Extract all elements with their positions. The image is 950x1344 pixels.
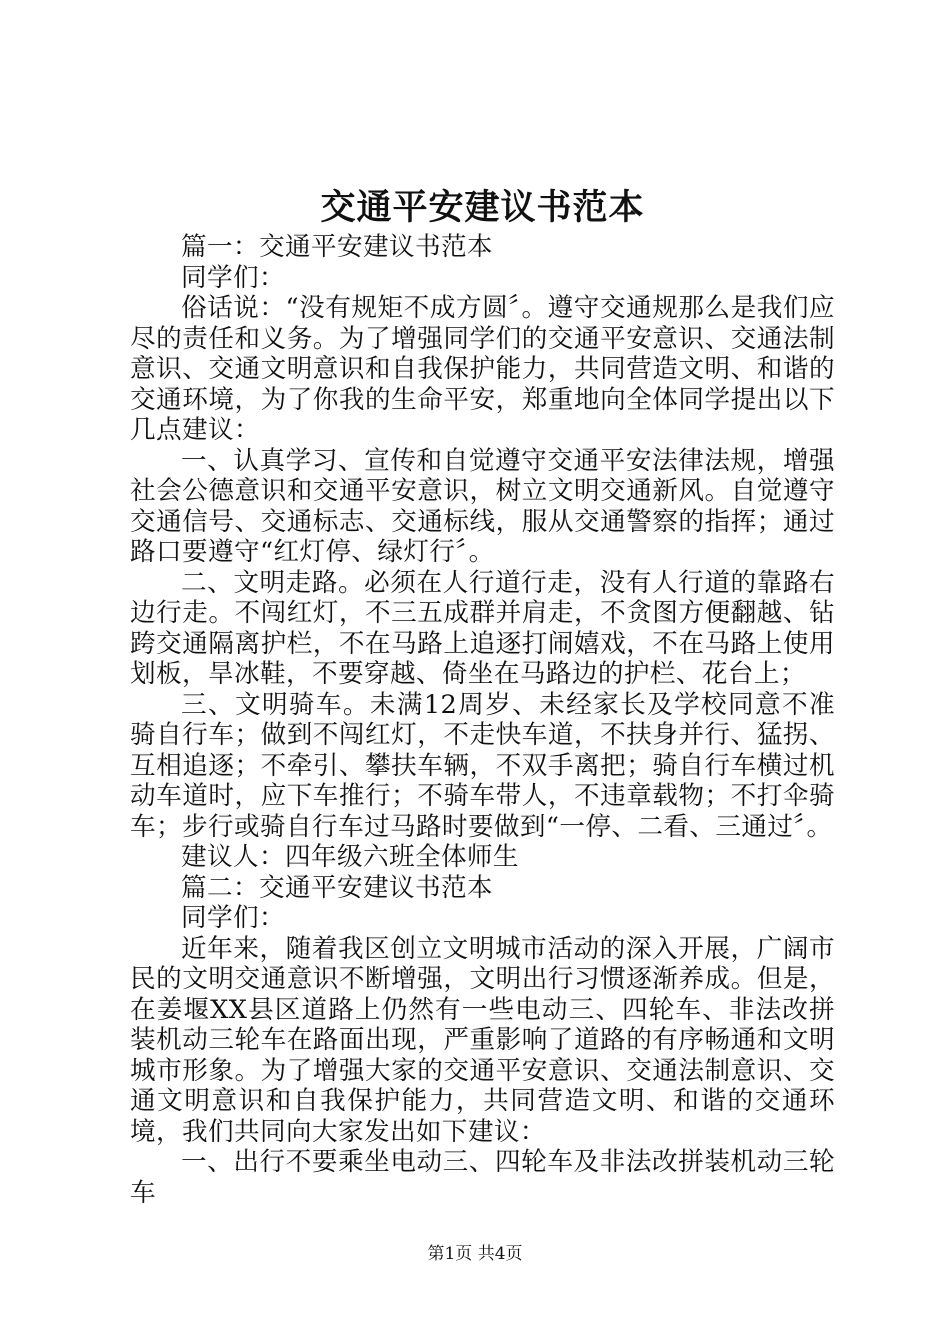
paragraph: 同学们：: [181, 903, 285, 933]
paragraph: 建议人：四年级六班全体师生: [181, 842, 519, 872]
document-title: 交通平安建议书范本: [320, 187, 645, 228]
page-number-footer: 第1页 共4页: [427, 1244, 523, 1264]
document-body: [130, 232, 835, 1208]
paragraph: 同学们：: [181, 262, 285, 293]
paragraph: 篇一：交通平安建议书范本: [181, 232, 493, 262]
paragraph: 篇二：交通平安建议书范本: [181, 872, 493, 903]
paragraph: 一、认真学习、宣传和自觉遵守交通平安法律法规，增强社会公德意识和交通平安意识，树立文明交通新风。自觉遵守交通信号、交通标志、交通标线，服从交通警察的指挥；通过路口要遵守“红灯停、绿灯行〞。: [130, 445, 835, 567]
paragraph: 三、文明骑车。未满12周岁、未经家长及学校同意不准骑自行车；做到不闯红灯，不走快车道，不扶身并行、猛拐、互相追逐；不牵引、攀扶车辆，不双手离把；骑自行车横过机动车道时，应下车推行；不骑车带人，不违章载物；不打伞骑车；步行或骑自行车过马路时要做到“一停、二看、三通过〞。: [130, 689, 835, 842]
paragraph: 近年来，随着我区创立文明城市活动的深入开展，广阔市民的文明交通意识不断增强，文明出行习惯逐渐养成。但是，在姜堰XX县区道路上仍然有一些电动三、四轮车、非法改拼装机动三轮车在路面出现，严重影响了道路的有序畅通和文明城市形象。为了增强大家的交通平安意识、交通法制意识、交通文明意识和自我保护能力，共同营造文明、和谐的交通环境，我们共同向大家发出如下建议：: [130, 933, 835, 1147]
paragraph: 俗话说：“没有规矩不成方圆〞。遵守交通规那么是我们应尽的责任和义务。为了增强同学们的交通平安意识、交通法制意识、交通文明意识和自我保护能力，共同营造文明、和谐的交通环境，为了你我的生命平安，郑重地向全体同学提出以下几点建议：: [130, 293, 835, 445]
paragraph: 一、出行不要乘坐电动三、四轮车及非法改拼装机动三轮车: [130, 1147, 835, 1208]
paragraph: 二、文明走路。必须在人行道行走，没有人行道的靠路右边行走。不闯红灯，不三五成群并肩走，不贪图方便翻越、钻跨交通隔离护栏，不在马路上追逐打闹嬉戏，不在马路上使用划板，旱冰鞋，不要穿越、倚坐在马路边的护栏、花台上；: [130, 567, 835, 689]
